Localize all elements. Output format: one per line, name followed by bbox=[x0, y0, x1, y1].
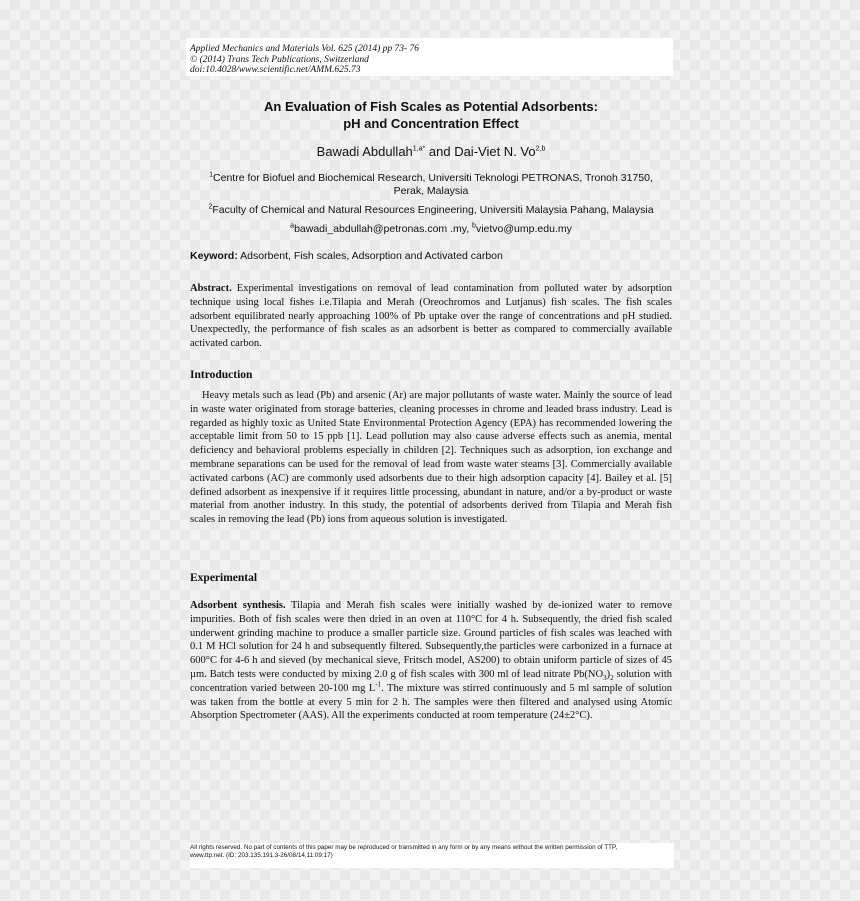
author-connector: and bbox=[425, 144, 455, 159]
experimental-text-2: ) bbox=[606, 668, 611, 680]
email-a-sup: a bbox=[290, 222, 295, 230]
copyright-line: © (2014) Trans Tech Publications, Switzerland bbox=[190, 54, 369, 65]
keywords bbox=[190, 250, 676, 262]
experimental-text-4: . The mixture was stirred continuously and 5 ml sample of solution was taken from the bottle at every 5 min for 2 h. The samples were then filtered and analysed using Atomic Absorption Spectrometer (AAS). All the experiments conducted at room temperature (24±2°C). bbox=[190, 682, 672, 722]
doi-line: doi:10.4028/www.scientific.net/AMM.625.73 bbox=[190, 65, 361, 75]
experimental-heading: Experimental bbox=[190, 572, 258, 584]
author-2-name: Dai-Viet N. Vo bbox=[454, 144, 536, 159]
keywords-text: Adsorbent, Fish scales, Adsorption and Activated carbon bbox=[237, 250, 503, 262]
paper-title bbox=[186, 98, 676, 132]
adsorbent-synthesis-label: Adsorbent synthesis. bbox=[190, 600, 286, 611]
rights-footer bbox=[190, 843, 674, 868]
title-line-1: An Evaluation of Fish Scales as Potential Adsorbents: bbox=[264, 99, 598, 114]
experimental-text-3: solution with concentration varied between 20-100 mg L bbox=[190, 668, 672, 694]
author-2-sup: 2,b bbox=[535, 145, 546, 153]
author-1-name: Bawadi Abdullah bbox=[316, 144, 413, 159]
ttp-id-line: www.ttp.net. (ID: 203.135.191.3-26/08/14,11:09:17) bbox=[190, 852, 333, 859]
affiliation-1 bbox=[186, 172, 676, 198]
introduction-text: Heavy metals such as lead (Pb) and arsenic (Ar) are major pollutants of waste water. Mainly the source of lead in waste water originated from storage batteries, cleaning processes in chrome and leaded brass industry. Lead is regarded as highly toxic as United State Environmental Protection Agency (EPA) has recommended lowering the acceptable limit from 50 to 15 ppb [1]. Lead pollution may also cause adverse effects such as anemia, mental deficiency and behavioral problems especially in children [2]. Techniques such as adsorption, ion exchange and membrane separations can be used for the removal of lead from waste water steams [3]. Commercially available activated carbons (AC) are commonly used adsorbents due to their high adsorption capacity [4]. Bailey et al. [5] defined adsorbent as inexpensive if it requires little processing, abundant in nature, and/or a by-product or waste material from another industry. In this study, the potential of adsorbents derived from Tilapia and Merah fish scales in removing the lead (Pb) ions from aqueous solution is investigated. bbox=[190, 390, 672, 526]
journal-header bbox=[186, 38, 673, 76]
experimental-text-1: Tilapia and Merah fish scales were initially washed by de-ionized water to remove impurities. Both of fish scales were then dried in an oven at 110°C for 4 h. Subsequently, the dried fish scaled underwent grinding machine to produce a smaller particle size. Ground particles of fish scales was leached with 0.1 M HCl solution for 24 h and subsequently filtered. Subsequently,the particles were carbonized in a furnace at 600°C for 4-6 h and sieved (by mechanical sieve, Fritsch model, AS200) to obtain uniform particle of sizes of 45 µm. Batch tests were conducted by mixing 2.0 g of fish scales with 300 ml of lead nitrate Pb(NO bbox=[190, 600, 672, 680]
paper-sheet bbox=[186, 38, 676, 873]
affiliation-2-sup: 2 bbox=[208, 203, 213, 211]
keywords-label: Keyword: bbox=[190, 250, 238, 262]
journal-citation: Applied Mechanics and Materials Vol. 625 (2014) pp 73- 76 bbox=[190, 44, 420, 54]
introduction-heading: Introduction bbox=[190, 369, 253, 381]
affiliation-1-sup: 1 bbox=[209, 171, 214, 179]
nitrate-sub-2: 2 bbox=[610, 674, 614, 683]
email-a: bawadi_abdullah@petronas.com .my, bbox=[294, 223, 473, 235]
affiliation-2-text: Faculty of Chemical and Natural Resources Engineering, Universiti Malaysia Pahang, Malaysia bbox=[212, 204, 654, 216]
affiliation-1-line-1: Centre for Biofuel and Biochemical Research, Universiti Teknologi PETRONAS, Tronoh 31750, bbox=[213, 172, 653, 184]
affiliation-2 bbox=[186, 204, 676, 217]
nitrate-sub-3: 3 bbox=[603, 674, 607, 683]
abstract bbox=[190, 282, 672, 351]
unit-sup: -1 bbox=[375, 680, 382, 689]
abstract-label: Abstract. bbox=[190, 283, 232, 294]
rights-line: All rights reserved. No part of contents of this paper may be reproduced or transmitted in any form or by any means without the written permission of TTP, bbox=[190, 844, 618, 851]
author-1-sup: 1,a* bbox=[412, 145, 426, 153]
author-list bbox=[186, 144, 676, 159]
experimental-text bbox=[190, 599, 672, 723]
email-b: vietvo@ump.edu.my bbox=[475, 223, 572, 235]
affiliation-1-line-2: Perak, Malaysia bbox=[393, 185, 469, 197]
author-emails bbox=[186, 223, 676, 236]
email-b-sup: b bbox=[472, 222, 476, 230]
title-line-2: pH and Concentration Effect bbox=[343, 116, 519, 131]
abstract-text: Experimental investigations on removal of lead contamination from polluted water by adsorption technique using local fishes i.e.Tilapia and Merah (Oreochromos and Lutjanus) fish scales. The fish scales adsorbent equilibrated nearly approaching 100% of Pb uptake over the range of concentrations and pH studied. Unexpectedly, the performance of fish scales as an adsorbent is better as compared to commercially available activated carbon. bbox=[190, 283, 672, 350]
